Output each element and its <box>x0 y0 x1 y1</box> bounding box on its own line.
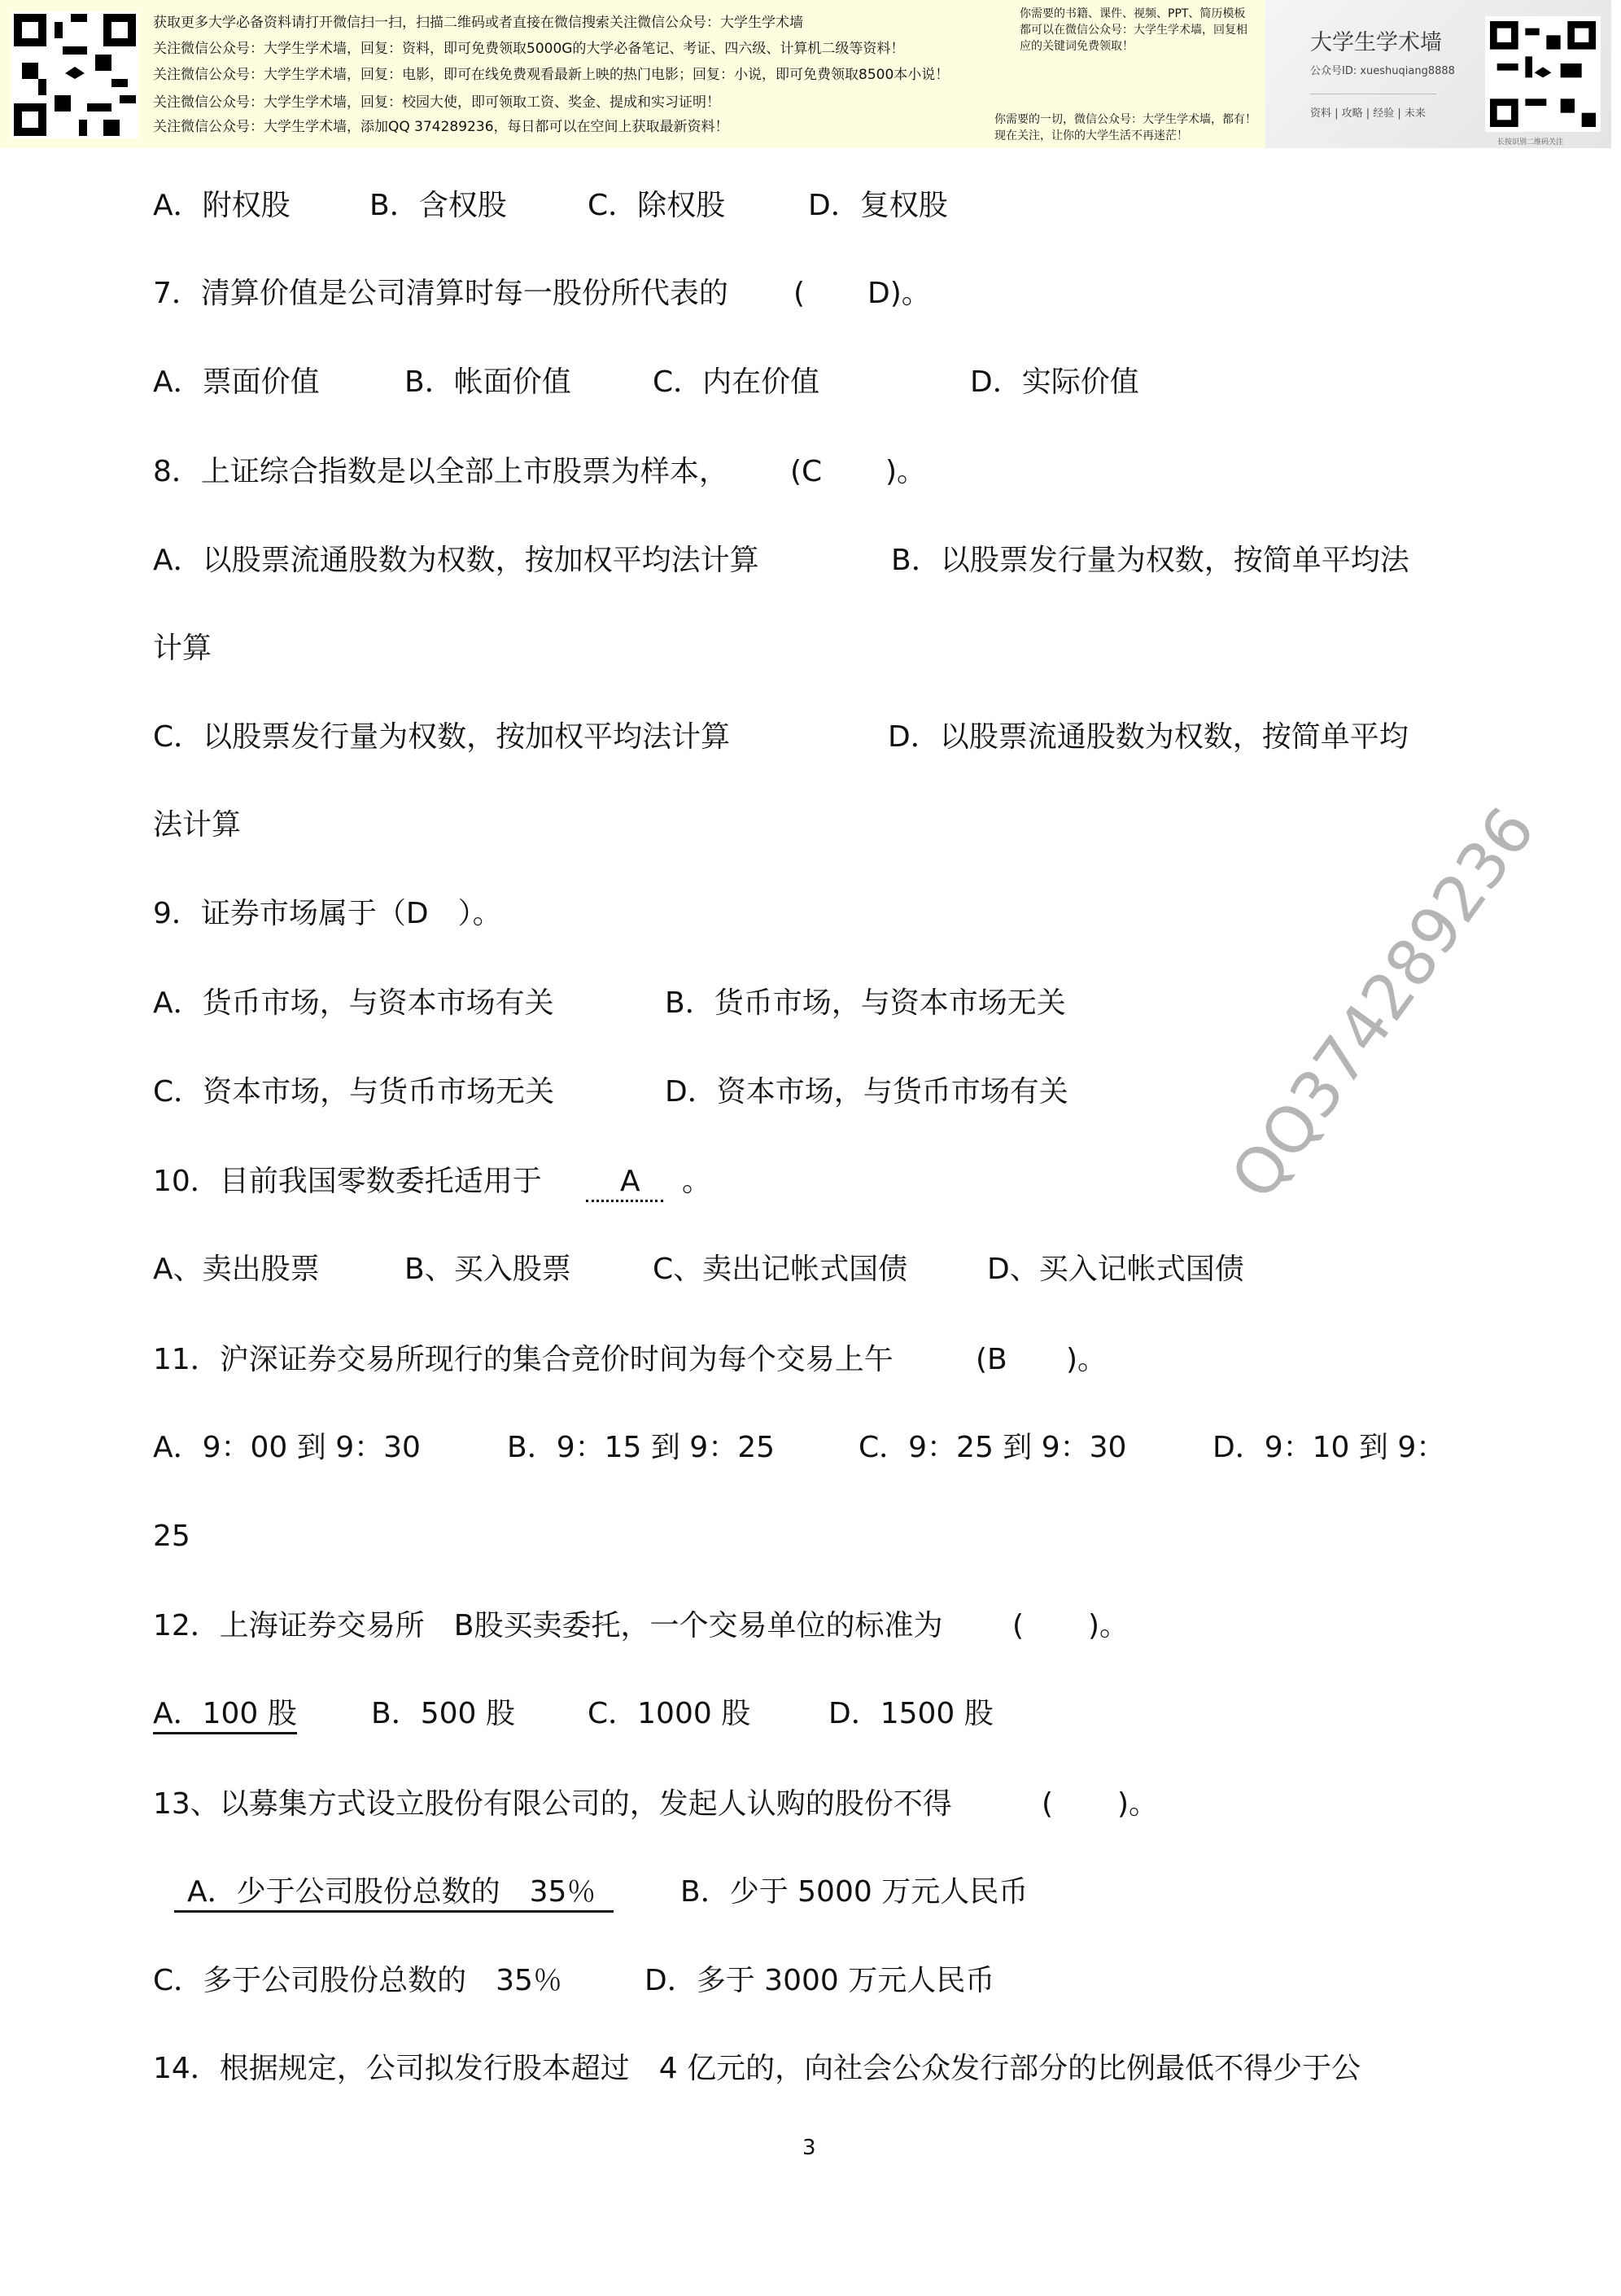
banner-note: 你需要的书籍、课件、视频、PPT、简历模板 <box>1020 7 1246 20</box>
option: B．帐面价值 <box>404 365 571 399</box>
banner-line: 关注微信公众号：大学生学术墙，回复：资料，即可免费领取5000G的大学必备笔记、考证、四六级、计算机二级等资料！ <box>153 41 905 57</box>
banner-line: 获取更多大学必备资料请打开微信扫一扫，扫描二维码或者直接在微信搜索关注微信公众号：大学生学术墙 <box>153 15 803 31</box>
option: 法计算 <box>153 808 242 842</box>
banner-line: 关注微信公众号：大学生学术墙，回复：电影，即可在线免费观看最新上映的热门电影；回复：小说，即可免费领取8500本小说！ <box>153 67 950 83</box>
question: 7．清算价值是公司清算时每一股份所代表的 <box>153 277 728 310</box>
answer-bracket: )。 <box>1066 1343 1108 1376</box>
option: A．9：00 到 9：30 <box>153 1431 421 1464</box>
account-id: 公众号ID: xueshuqiang8888 <box>1310 65 1455 77</box>
question: 9．证券市场属于（D ）。 <box>153 897 502 930</box>
option: D．1500 股 <box>828 1697 994 1730</box>
question: 14．根据规定，公司拟发行股本超过 4 亿元的，向社会公众发行部分的比例最低不得少于公 <box>153 2052 1361 2085</box>
banner-note: 应的关键词免费领取！ <box>1020 40 1134 53</box>
qr-code-icon <box>11 11 138 138</box>
option: C．资本市场，与货币市场无关 <box>153 1075 555 1109</box>
option: C．以股票发行量为权数，按加权平均法计算 <box>153 720 731 754</box>
banner-line: 关注微信公众号：大学生学术墙，添加QQ 374289236，每日都可以在空间上获取最新资料！ <box>153 119 729 135</box>
option: B．含权股 <box>369 189 507 222</box>
option: D、买入记帐式国债 <box>987 1253 1244 1286</box>
answer-bracket: )。 <box>1117 1787 1159 1821</box>
answer: D)。 <box>867 277 931 310</box>
page-number: 3 <box>802 2136 816 2160</box>
option: A．附权股 <box>153 189 291 222</box>
promo-banner <box>0 0 1265 148</box>
option: D．实际价值 <box>970 365 1139 399</box>
option: C．9：25 到 9：30 <box>859 1431 1127 1464</box>
question: 8．上证综合指数是以全部上市股票为样本， <box>153 455 728 488</box>
qr-caption: 长按识别二维码关注 <box>1497 138 1564 147</box>
answer: (C <box>790 455 823 488</box>
answer-bracket: ( <box>1042 1787 1054 1821</box>
account-tags: 资料 | 攻略 | 经验 | 未来 <box>1310 107 1426 120</box>
option: A．以股票流通股数为权数，按加权平均法计算 <box>153 544 759 577</box>
option: C、卖出记帐式国债 <box>653 1253 908 1286</box>
banner-line: 关注微信公众号：大学生学术墙，回复：校园大使，即可领取工资、奖金、提成和实习证明！ <box>153 94 720 111</box>
question: 13、以募集方式设立股份有限公司的，发起人认购的股份不得 <box>153 1787 952 1821</box>
option: A、卖出股票 <box>153 1253 320 1286</box>
answer: A <box>586 1164 663 1202</box>
answer: (B <box>976 1343 1007 1376</box>
option: C．内在价值 <box>653 365 820 399</box>
banner-note: 都可以在微信公众号：大学生学术墙，回复相 <box>1020 24 1247 37</box>
option: D．资本市场，与货币市场有关 <box>665 1075 1068 1109</box>
question: 10．目前我国零数委托适用于 <box>153 1165 542 1198</box>
option: D．多于 3000 万元人民币 <box>644 1964 995 1997</box>
option: C．多于公司股份总数的 35％ <box>153 1964 562 1997</box>
watermark: QQ374289236 <box>1217 794 1549 1213</box>
answer-bracket: ( <box>1012 1609 1025 1642</box>
answer-bracket: )。 <box>885 455 927 488</box>
answer-bracket: )。 <box>1088 1609 1129 1642</box>
banner-note: 你需要的一切，微信公众号：大学生学术墙，都有！ <box>994 113 1256 126</box>
option-underlined: A．少于公司股份总数的 35％ <box>174 1874 614 1913</box>
account-card <box>1265 0 1611 148</box>
option: B．货币市场，与资本市场无关 <box>665 986 1066 1020</box>
answer-bracket: ( <box>793 277 806 310</box>
account-name: 大学生学术墙 <box>1310 30 1442 55</box>
option: A．票面价值 <box>153 365 320 399</box>
option: D．复权股 <box>808 189 948 222</box>
option: B、买入股票 <box>404 1253 571 1286</box>
question: 11．沪深证券交易所现行的集合竞价时间为每个交易上午 <box>153 1343 894 1376</box>
option: 25 <box>153 1520 190 1553</box>
option: A．货币市场，与资本市场有关 <box>153 986 554 1020</box>
option: B．500 股 <box>371 1697 515 1730</box>
option: D．以股票流通股数为权数，按简单平均 <box>888 720 1409 754</box>
punctuation: 。 <box>682 1165 712 1198</box>
option: D．9：10 到 9： <box>1212 1431 1446 1464</box>
option: B．9：15 到 9：25 <box>507 1431 776 1464</box>
banner-note: 现在关注，让你的大学生活不再迷茫！ <box>994 129 1188 142</box>
option: 计算 <box>153 632 212 665</box>
option-underlined: A．100 股 <box>153 1696 297 1734</box>
option: B．少于 5000 万元人民币 <box>680 1875 1029 1909</box>
option: B．以股票发行量为权数，按简单平均法 <box>891 544 1409 577</box>
option: C．1000 股 <box>588 1697 751 1730</box>
qr-code-icon <box>1485 16 1601 132</box>
option: C．除权股 <box>588 189 726 222</box>
question: 12．上海证券交易所 B股买卖委托，一个交易单位的标准为 <box>153 1609 943 1642</box>
